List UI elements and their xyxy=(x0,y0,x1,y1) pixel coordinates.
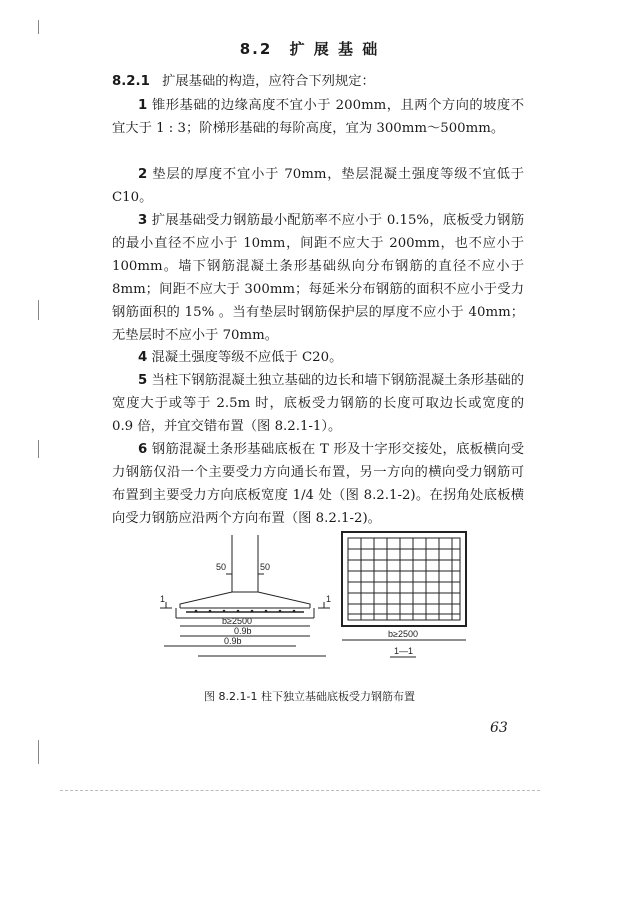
margin-mark xyxy=(38,740,39,764)
item-number: 5 xyxy=(138,373,148,388)
clause-number: 8.2.1 xyxy=(112,74,150,89)
item-number: 4 xyxy=(138,350,148,365)
foundation-section-view xyxy=(160,535,330,656)
rebar-layout-drawing xyxy=(150,530,490,665)
plan-grid-lines xyxy=(348,538,460,620)
item-text: 锥形基础的边缘高度不宜小于 200mm，且两个方向的坡度不宜大于 1 : 3；阶梯形基础的每阶高度，宜为 300mm～500mm。 xyxy=(112,98,524,136)
list-item xyxy=(112,438,524,530)
figure-caption: 图 8.2.1-1 柱下独立基础底板受力钢筋布置 xyxy=(204,690,415,703)
scan-artifact-line xyxy=(60,790,540,793)
item-text: 混凝土强度等级不应低于 C20。 xyxy=(151,350,343,365)
list-item xyxy=(112,369,524,438)
item-text: 扩展基础受力钢筋最小配筋率不应小于 0.15%，底板受力钢筋的最小直径不应小于 10mm，间距不应大于 200mm，也不应小于 100mm。墙下钢筋混凝土条形基础纵向分布钢筋的直径不应小于 8mm；间距不应大于 300mm；每延米分布钢筋的面积不应小于受力钢筋面积的 15% 。当有垫层时钢筋保护层的厚度不应小于 40mm；无垫层时不应小于 70mm。 xyxy=(112,213,524,343)
item-number: 6 xyxy=(138,442,148,457)
margin-mark xyxy=(38,440,39,458)
section-heading xyxy=(0,38,619,59)
cut-mark-left: 1 xyxy=(160,594,166,604)
dim-50-left: 50 xyxy=(216,562,227,572)
item-number: 1 xyxy=(138,98,148,113)
margin-mark xyxy=(38,300,39,320)
cut-mark-right: 1 xyxy=(326,594,332,604)
width-label-left: b≥2500 xyxy=(222,616,252,626)
list-item xyxy=(112,346,524,369)
list-item xyxy=(112,209,524,347)
clause-intro xyxy=(112,70,524,93)
page-number: 63 xyxy=(490,720,508,736)
list-item xyxy=(112,163,524,209)
item-number: 2 xyxy=(138,167,148,182)
section-label: 1—1 xyxy=(394,646,414,656)
width-label-right: b≥2500 xyxy=(388,629,418,639)
item-text: 当柱下钢筋混凝土独立基础的边长和墙下钢筋混凝土条形基础的宽度大于或等于 2.5m 时，底板受力钢筋的长度可取边长或宽度的 0.9 倍，并宜交错布置（图 8.2.1-1）。 xyxy=(112,373,524,434)
width-09b-label-1: 0.9b xyxy=(234,626,252,636)
section-title: 扩 展 基 础 xyxy=(289,40,380,58)
width-09b-label-2: 0.9b xyxy=(224,636,242,646)
dim-50-right: 50 xyxy=(260,562,271,572)
list-item xyxy=(112,94,524,140)
figure-8-2-1-1 xyxy=(150,530,490,665)
item-number: 3 xyxy=(138,213,148,228)
section-number: 8.2 xyxy=(239,40,273,58)
clause-text: 扩展基础的构造，应符合下列规定： xyxy=(162,74,375,89)
item-text: 钢筋混凝土条形基础底板在 T 形及十字形交接处，底板横向受力钢筋仅沿一个主要受力方向通长布置，另一方向的横向受力钢筋可布置到主要受力方向底板宽度 1/4 处（图 8.2.1-2)。在拐角处底板横向受力钢筋应沿两个方向布置（图 8.2.1-2)。 xyxy=(112,442,524,526)
item-text: 垫层的厚度不宜小于 70mm，垫层混凝土强度等级不宜低于 C10。 xyxy=(112,167,524,205)
margin-mark xyxy=(38,20,39,34)
